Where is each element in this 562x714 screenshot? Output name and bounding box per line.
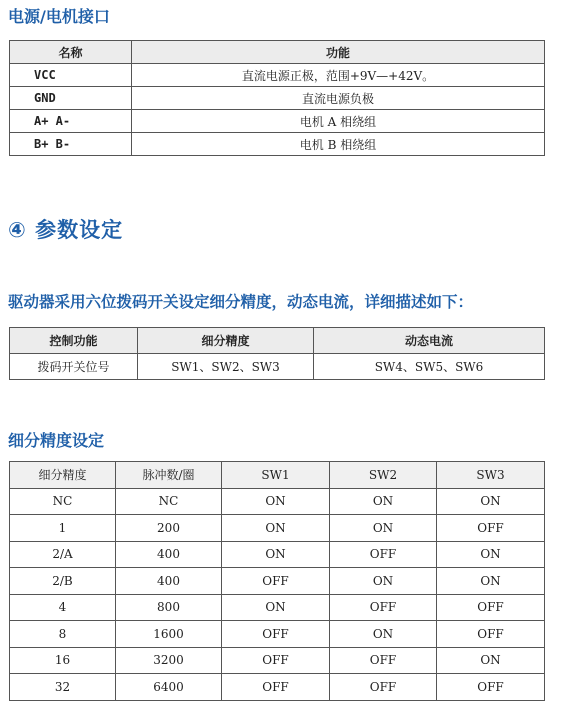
table-cell: SW4、SW5、SW6	[314, 354, 545, 380]
table-cell: 2/A	[10, 541, 116, 568]
table-cell: OFF	[222, 568, 330, 595]
table-cell: ON	[330, 568, 437, 595]
table-row	[10, 110, 545, 133]
table-cell: A+ A-	[10, 110, 132, 133]
column-header-function: 功能	[132, 41, 545, 64]
table-cell: 200	[116, 515, 222, 542]
column-header-current: 动态电流	[314, 328, 545, 354]
table-header-row	[10, 462, 545, 489]
table-row	[10, 621, 545, 648]
table-cell: ON	[222, 515, 330, 542]
table-cell: 1	[10, 515, 116, 542]
table-row	[10, 64, 545, 87]
table-cell: ON	[437, 541, 545, 568]
column-header-name: 名称	[10, 41, 132, 64]
column-header-microstep: 细分精度	[138, 328, 314, 354]
table-cell: ON	[330, 488, 437, 515]
table-cell: 400	[116, 541, 222, 568]
table-cell: 3200	[116, 647, 222, 674]
table-header-row	[10, 328, 545, 354]
column-header-sw3: SW3	[437, 462, 545, 489]
table-cell: OFF	[437, 674, 545, 701]
table-row	[10, 87, 545, 110]
table-cell: ON	[437, 647, 545, 674]
table-cell: 32	[10, 674, 116, 701]
table-cell: B+ B-	[10, 133, 132, 156]
dip-switch-table	[9, 327, 545, 380]
table-cell: OFF	[222, 621, 330, 648]
table-cell: ON	[330, 515, 437, 542]
table-row	[10, 674, 545, 701]
dip-switch-heading: 驱动器采用六位拨码开关设定细分精度，动态电流，详细描述如下：	[8, 293, 474, 311]
microstep-table	[9, 461, 545, 701]
table-row	[10, 647, 545, 674]
column-header-pulses: 脉冲数/圈	[116, 462, 222, 489]
table-cell: 电机 A 相绕组	[132, 110, 545, 133]
table-cell: 直流电源负极	[132, 87, 545, 110]
table-row	[10, 568, 545, 595]
column-header-control: 控制功能	[10, 328, 138, 354]
table-row	[10, 354, 545, 380]
table-cell: VCC	[10, 64, 132, 87]
table-cell: OFF	[437, 594, 545, 621]
table-cell: ON	[437, 488, 545, 515]
table-cell: GND	[10, 87, 132, 110]
table-cell: 电机 B 相绕组	[132, 133, 545, 156]
table-cell: ON	[222, 488, 330, 515]
table-cell: ON	[222, 541, 330, 568]
table-cell: OFF	[330, 647, 437, 674]
table-cell: SW1、SW2、SW3	[138, 354, 314, 380]
table-cell: OFF	[222, 647, 330, 674]
interface-heading: 电源/电机接口	[8, 7, 110, 26]
table-row	[10, 515, 545, 542]
table-cell: 8	[10, 621, 116, 648]
table-header-row	[10, 41, 545, 64]
table-row	[10, 594, 545, 621]
column-header-sw1: SW1	[222, 462, 330, 489]
table-cell: OFF	[437, 621, 545, 648]
table-cell: OFF	[437, 515, 545, 542]
table-cell: 1600	[116, 621, 222, 648]
table-cell: NC	[116, 488, 222, 515]
table-cell: OFF	[330, 674, 437, 701]
params-heading: ④ 参数设定	[8, 218, 124, 242]
microstep-heading: 细分精度设定	[8, 431, 105, 450]
table-cell: ON	[437, 568, 545, 595]
table-cell: OFF	[330, 541, 437, 568]
interface-table	[9, 40, 545, 156]
column-header-microstep: 细分精度	[10, 462, 116, 489]
table-cell: ON	[330, 621, 437, 648]
table-cell: 400	[116, 568, 222, 595]
table-cell: OFF	[222, 674, 330, 701]
table-cell: ON	[222, 594, 330, 621]
table-cell: OFF	[330, 594, 437, 621]
table-cell: 拨码开关位号	[10, 354, 138, 380]
table-cell: NC	[10, 488, 116, 515]
table-cell: 800	[116, 594, 222, 621]
table-row	[10, 541, 545, 568]
column-header-sw2: SW2	[330, 462, 437, 489]
table-cell: 2/B	[10, 568, 116, 595]
table-cell: 4	[10, 594, 116, 621]
table-cell: 直流电源正极，范围+9V—+42V。	[132, 64, 545, 87]
table-row	[10, 488, 545, 515]
table-row	[10, 133, 545, 156]
table-cell: 16	[10, 647, 116, 674]
table-cell: 6400	[116, 674, 222, 701]
